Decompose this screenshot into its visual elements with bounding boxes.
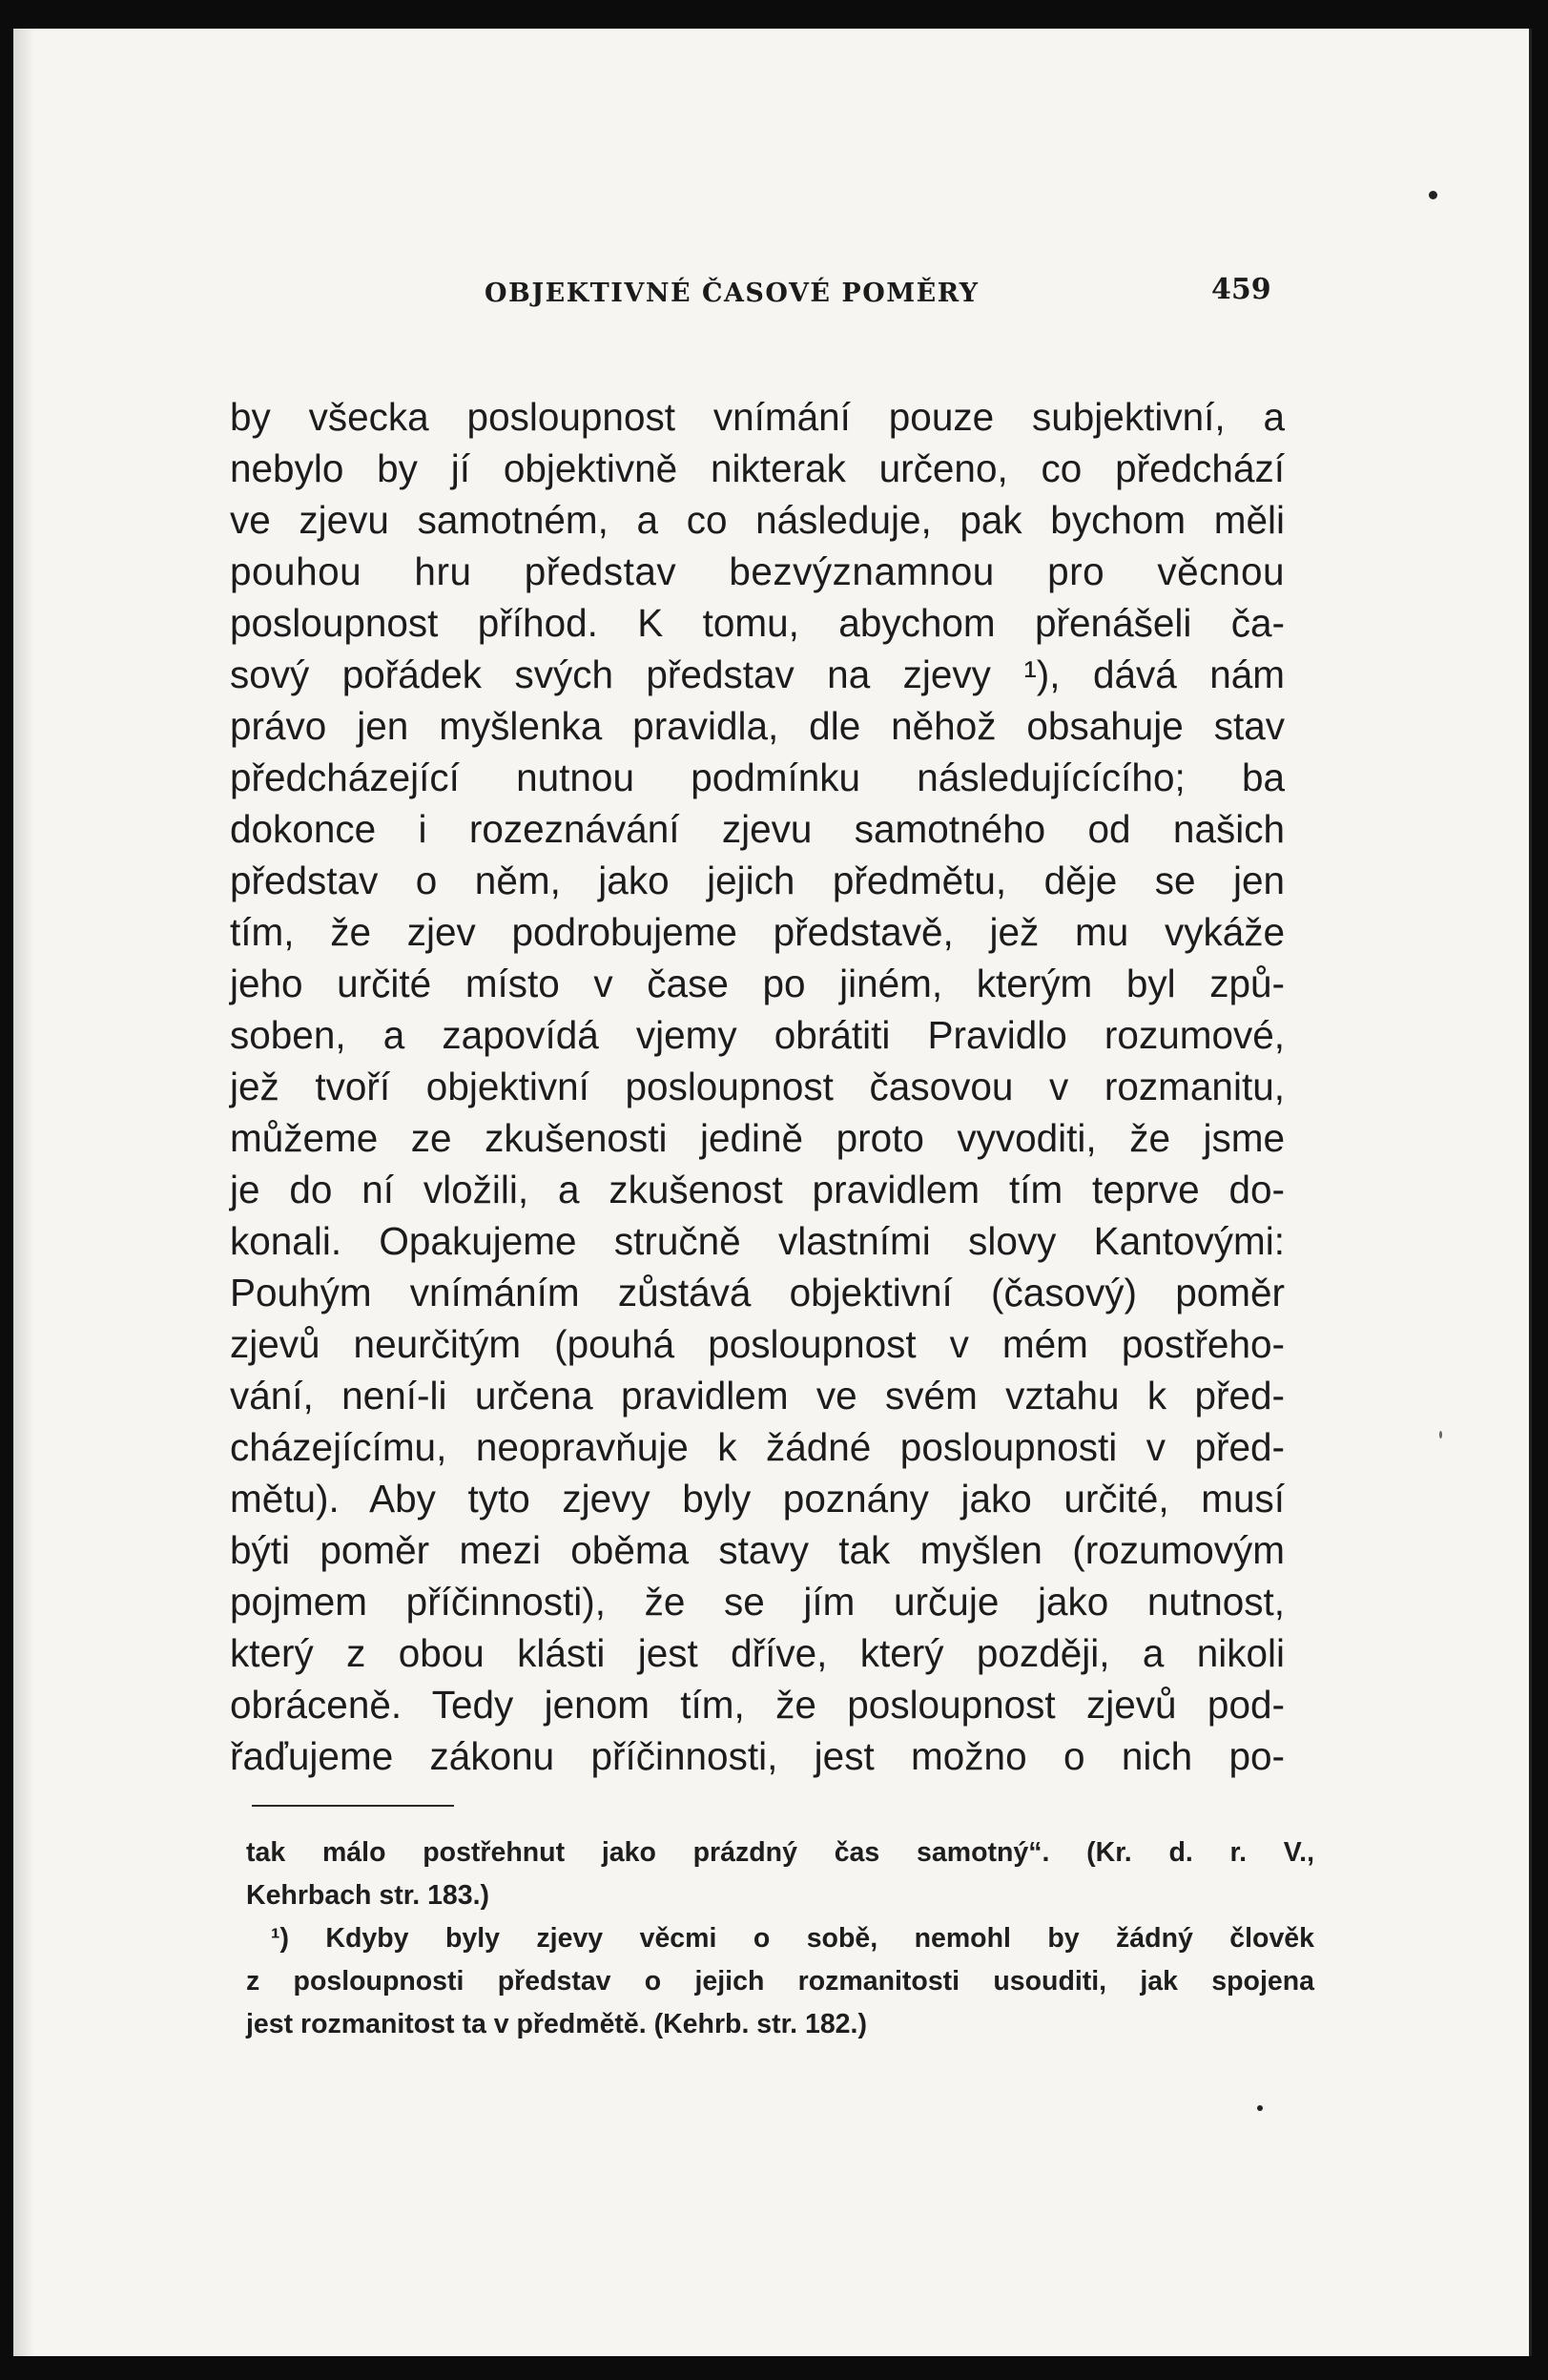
page-edge — [1529, 29, 1532, 2356]
text-line: posloupnost příhod. K tomu, abychom přenášeli ča- — [230, 601, 1285, 645]
scan-speck — [1257, 2105, 1263, 2111]
text-line: představ o něm, jako jejich předmětu, děje se jen — [230, 859, 1285, 902]
text-line: Pouhým vnímáním zůstává objektivní (časový) poměr — [230, 1271, 1285, 1314]
text-line: dokonce i rozeznávání zjevu samotného od našich — [230, 807, 1285, 851]
text-line: pojmem příčinnosti), že se jím určuje jako nutnost, — [230, 1580, 1285, 1624]
text-line: soben, a zapovídá vjemy obrátiti Pravidlo rozumové, — [230, 1013, 1285, 1057]
running-title: OBJEKTIVNÉ ČASOVÉ POMĚRY — [485, 279, 980, 308]
text-line: mětu). Aby tyto zjevy byly poznány jako určité, musí — [230, 1477, 1285, 1521]
scan-speck — [1429, 191, 1437, 199]
page-number: 459 — [1211, 273, 1271, 306]
footnote-line: z posloupnosti představ o jejich rozmanitosti usouditi, jak spojena — [246, 1966, 1314, 1997]
footnote-line: jest rozmanitost ta v předmětě. (Kehrb. str. 182.) — [246, 2009, 867, 2039]
text-line: vání, není-li určena pravidlem ve svém vztahu k před- — [230, 1374, 1285, 1418]
text-line: cházejícímu, neopravňuje k žádné posloupnosti v před- — [230, 1425, 1285, 1469]
text-line: nebylo by jí objektivně nikterak určeno, co předchází — [230, 446, 1285, 490]
text-line: můžeme ze zkušenosti jedině proto vyvoditi, že jsme — [230, 1116, 1285, 1160]
text-line: obráceně. Tedy jenom tím, že posloupnost zjevů pod- — [230, 1683, 1285, 1727]
text-line: řaďujeme zákonu příčinnosti, jest možno o nich po- — [230, 1734, 1285, 1778]
page-gutter-shadow — [13, 29, 34, 2356]
footnotes — [246, 1832, 1314, 2046]
footnote-line: Kehrbach str. 183.) — [246, 1880, 490, 1911]
body-text — [230, 391, 1285, 1782]
text-line: předcházející nutnou podmínku následujícícího; ba — [230, 755, 1285, 799]
text-line: který z obou klásti jest dříve, který později, a nikoli — [230, 1631, 1285, 1675]
footnote-line: ¹) Kdyby byly zjevy věcmi o sobě, nemohl by žádný člověk — [271, 1923, 1314, 1954]
text-line: býti poměr mezi oběma stavy tak myšlen (rozumovým — [230, 1528, 1285, 1572]
text-line: ve zjevu samotném, a co následuje, pak bychom měli — [230, 498, 1285, 542]
text-line: tím, že zjev podrobujeme představě, jež mu vykáže — [230, 910, 1285, 954]
text-line: by všecka posloupnost vnímání pouze subjektivní, a — [230, 395, 1285, 439]
text-line: zjevů neurčitým (pouhá posloupnost v mém postřeho- — [230, 1322, 1285, 1366]
text-line: právo jen myšlenka pravidla, dle něhož obsahuje stav — [230, 704, 1285, 748]
scan-speck — [1439, 1431, 1442, 1438]
text-line: pouhou hru představ bezvýznamnou pro věcnou — [230, 549, 1285, 593]
footnote-line: tak málo postřehnut jako prázdný čas samotný“. (Kr. d. r. V., — [246, 1837, 1314, 1868]
text-line: jeho určité místo v čase po jiném, kterým byl způ- — [230, 962, 1285, 1005]
text-line: konali. Opakujeme stručně vlastními slovy Kantovými: — [230, 1219, 1285, 1263]
text-line: jež tvoří objektivní posloupnost časovou v rozmanitu, — [230, 1065, 1285, 1108]
text-line: je do ní vložili, a zkušenost pravidlem tím teprve do- — [230, 1168, 1285, 1211]
text-line: sový pořádek svých představ na zjevy ¹), dává nám — [230, 652, 1285, 696]
footnote-rule — [252, 1805, 454, 1807]
